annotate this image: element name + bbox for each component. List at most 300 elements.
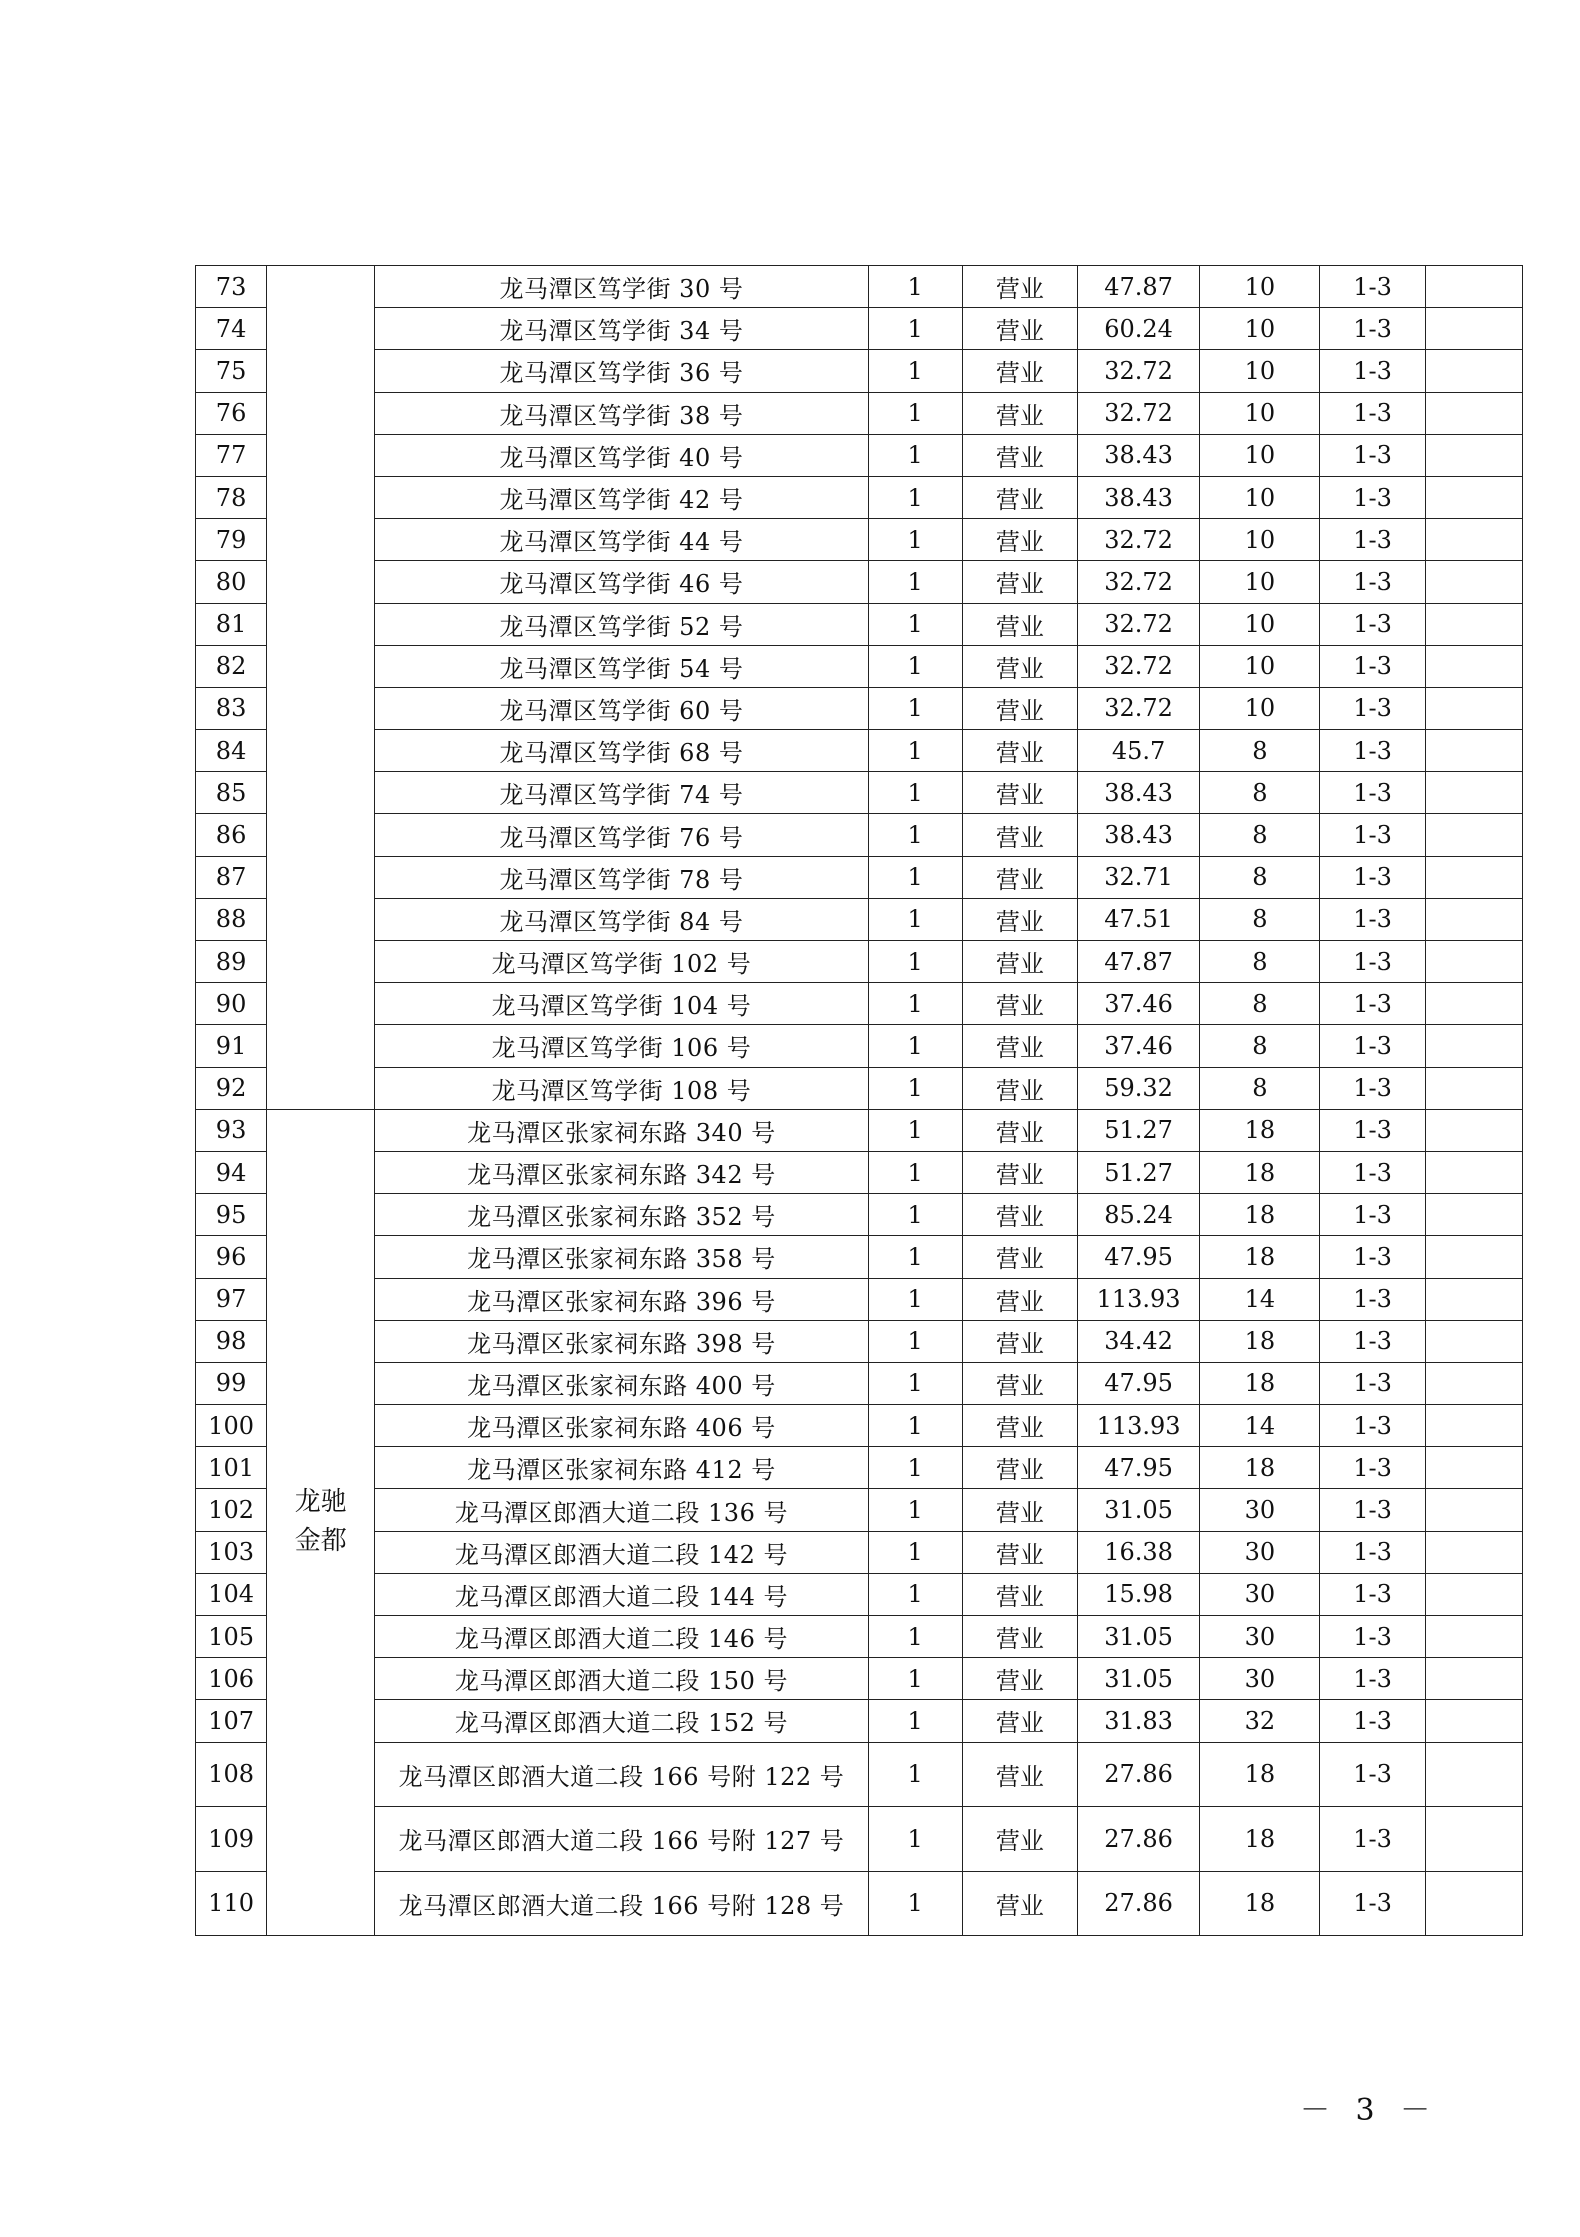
count-cell: 1 [868, 519, 962, 561]
table-row [196, 1871, 1523, 1936]
term-cell: 1-3 [1320, 1067, 1425, 1109]
price-cell: 10 [1200, 519, 1320, 561]
price-cell: 30 [1200, 1489, 1320, 1531]
note-cell [1425, 1151, 1522, 1193]
address-cell: 龙马潭区张家祠东路 400 号 [375, 1362, 868, 1404]
row-number: 93 [196, 1109, 267, 1151]
use-cell: 营业 [962, 1531, 1077, 1573]
table-row [196, 941, 1523, 983]
address-cell: 龙马潭区张家祠东路 398 号 [375, 1320, 868, 1362]
note-cell [1425, 1871, 1522, 1936]
address-cell: 龙马潭区笃学街 52 号 [375, 603, 868, 645]
table-row [196, 1573, 1523, 1615]
note-cell [1425, 1531, 1522, 1573]
term-cell: 1-3 [1320, 1151, 1425, 1193]
row-number: 88 [196, 898, 267, 940]
table-row [196, 561, 1523, 603]
note-cell [1425, 1742, 1522, 1807]
table-row [196, 392, 1523, 434]
address-cell: 龙马潭区笃学街 74 号 [375, 772, 868, 814]
use-cell: 营业 [962, 1278, 1077, 1320]
term-cell: 1-3 [1320, 266, 1425, 308]
address-cell: 龙马潭区笃学街 44 号 [375, 519, 868, 561]
term-cell: 1-3 [1320, 519, 1425, 561]
price-cell: 30 [1200, 1658, 1320, 1700]
note-cell [1425, 308, 1522, 350]
use-cell: 营业 [962, 983, 1077, 1025]
note-cell [1425, 730, 1522, 772]
count-cell: 1 [868, 1109, 962, 1151]
note-cell [1425, 1278, 1522, 1320]
count-cell: 1 [868, 1573, 962, 1615]
term-cell: 1-3 [1320, 1700, 1425, 1742]
use-cell: 营业 [962, 856, 1077, 898]
use-cell: 营业 [962, 1067, 1077, 1109]
address-cell: 龙马潭区笃学街 108 号 [375, 1067, 868, 1109]
row-number: 75 [196, 350, 267, 392]
area-cell: 32.72 [1077, 350, 1199, 392]
price-cell: 10 [1200, 687, 1320, 729]
price-cell: 18 [1200, 1109, 1320, 1151]
note-cell [1425, 1405, 1522, 1447]
group-cell: 龙驰 金都 [267, 1109, 375, 1935]
row-number: 105 [196, 1616, 267, 1658]
price-cell: 18 [1200, 1742, 1320, 1807]
note-cell [1425, 1320, 1522, 1362]
note-cell [1425, 519, 1522, 561]
note-cell [1425, 603, 1522, 645]
table-row [196, 1658, 1523, 1700]
price-cell: 18 [1200, 1236, 1320, 1278]
count-cell: 1 [868, 266, 962, 308]
use-cell: 营业 [962, 266, 1077, 308]
table-row [196, 1807, 1523, 1872]
note-cell [1425, 392, 1522, 434]
table-body [196, 266, 1523, 1936]
area-cell: 38.43 [1077, 814, 1199, 856]
area-cell: 38.43 [1077, 434, 1199, 476]
use-cell: 营业 [962, 1236, 1077, 1278]
term-cell: 1-3 [1320, 856, 1425, 898]
count-cell: 1 [868, 941, 962, 983]
area-cell: 47.95 [1077, 1447, 1199, 1489]
address-cell: 龙马潭区笃学街 30 号 [375, 266, 868, 308]
row-number: 104 [196, 1573, 267, 1615]
term-cell: 1-3 [1320, 814, 1425, 856]
count-cell: 1 [868, 350, 962, 392]
count-cell: 1 [868, 856, 962, 898]
price-cell: 18 [1200, 1362, 1320, 1404]
use-cell: 营业 [962, 687, 1077, 729]
term-cell: 1-3 [1320, 561, 1425, 603]
price-cell: 18 [1200, 1871, 1320, 1936]
address-cell: 龙马潭区郎酒大道二段 166 号附 128 号 [375, 1871, 868, 1936]
term-cell: 1-3 [1320, 1405, 1425, 1447]
term-cell: 1-3 [1320, 350, 1425, 392]
table-row [196, 519, 1523, 561]
area-cell: 32.72 [1077, 561, 1199, 603]
table-row [196, 1067, 1523, 1109]
use-cell: 营业 [962, 1447, 1077, 1489]
area-cell: 31.05 [1077, 1658, 1199, 1700]
price-cell: 10 [1200, 476, 1320, 518]
area-cell: 51.27 [1077, 1109, 1199, 1151]
row-number: 106 [196, 1658, 267, 1700]
note-cell [1425, 1447, 1522, 1489]
area-cell: 27.86 [1077, 1807, 1199, 1872]
count-cell: 1 [868, 434, 962, 476]
address-cell: 龙马潭区笃学街 40 号 [375, 434, 868, 476]
area-cell: 47.51 [1077, 898, 1199, 940]
group-cell [267, 266, 375, 1110]
count-cell: 1 [868, 814, 962, 856]
area-cell: 31.83 [1077, 1700, 1199, 1742]
row-number: 76 [196, 392, 267, 434]
count-cell: 1 [868, 603, 962, 645]
count-cell: 1 [868, 308, 962, 350]
row-number: 98 [196, 1320, 267, 1362]
table-row [196, 1700, 1523, 1742]
row-number: 95 [196, 1194, 267, 1236]
address-cell: 龙马潭区笃学街 104 号 [375, 983, 868, 1025]
count-cell: 1 [868, 898, 962, 940]
note-cell [1425, 856, 1522, 898]
table-row [196, 730, 1523, 772]
note-cell [1425, 476, 1522, 518]
note-cell [1425, 1616, 1522, 1658]
price-cell: 8 [1200, 1025, 1320, 1067]
row-number: 81 [196, 603, 267, 645]
use-cell: 营业 [962, 1742, 1077, 1807]
use-cell: 营业 [962, 519, 1077, 561]
use-cell: 营业 [962, 603, 1077, 645]
row-number: 89 [196, 941, 267, 983]
use-cell: 营业 [962, 1489, 1077, 1531]
use-cell: 营业 [962, 1807, 1077, 1872]
count-cell: 1 [868, 1362, 962, 1404]
address-cell: 龙马潭区张家祠东路 358 号 [375, 1236, 868, 1278]
address-cell: 龙马潭区笃学街 84 号 [375, 898, 868, 940]
row-number: 99 [196, 1362, 267, 1404]
term-cell: 1-3 [1320, 1531, 1425, 1573]
address-cell: 龙马潭区郎酒大道二段 166 号附 122 号 [375, 1742, 868, 1807]
note-cell [1425, 1573, 1522, 1615]
count-cell: 1 [868, 687, 962, 729]
area-cell: 37.46 [1077, 983, 1199, 1025]
area-cell: 113.93 [1077, 1405, 1199, 1447]
note-cell [1425, 1700, 1522, 1742]
note-cell [1425, 772, 1522, 814]
use-cell: 营业 [962, 308, 1077, 350]
note-cell [1425, 1489, 1522, 1531]
address-cell: 龙马潭区笃学街 38 号 [375, 392, 868, 434]
address-cell: 龙马潭区张家祠东路 342 号 [375, 1151, 868, 1193]
term-cell: 1-3 [1320, 1489, 1425, 1531]
term-cell: 1-3 [1320, 1194, 1425, 1236]
note-cell [1425, 1658, 1522, 1700]
table-row [196, 266, 1523, 308]
price-cell: 30 [1200, 1573, 1320, 1615]
price-cell: 14 [1200, 1405, 1320, 1447]
address-cell: 龙马潭区郎酒大道二段 142 号 [375, 1531, 868, 1573]
address-cell: 龙马潭区郎酒大道二段 136 号 [375, 1489, 868, 1531]
count-cell: 1 [868, 1489, 962, 1531]
table-row [196, 308, 1523, 350]
term-cell: 1-3 [1320, 434, 1425, 476]
table-row [196, 1742, 1523, 1807]
table-row [196, 1405, 1523, 1447]
price-cell: 30 [1200, 1531, 1320, 1573]
price-cell: 8 [1200, 772, 1320, 814]
row-number: 85 [196, 772, 267, 814]
address-cell: 龙马潭区笃学街 60 号 [375, 687, 868, 729]
price-cell: 10 [1200, 350, 1320, 392]
address-cell: 龙马潭区笃学街 78 号 [375, 856, 868, 898]
table-row [196, 1320, 1523, 1362]
price-cell: 8 [1200, 983, 1320, 1025]
address-cell: 龙马潭区笃学街 54 号 [375, 645, 868, 687]
term-cell: 1-3 [1320, 1447, 1425, 1489]
area-cell: 38.43 [1077, 476, 1199, 518]
table-row [196, 814, 1523, 856]
table-row [196, 476, 1523, 518]
row-number: 84 [196, 730, 267, 772]
area-cell: 16.38 [1077, 1531, 1199, 1573]
area-cell: 47.87 [1077, 941, 1199, 983]
use-cell: 营业 [962, 1700, 1077, 1742]
row-number: 108 [196, 1742, 267, 1807]
note-cell [1425, 1236, 1522, 1278]
row-number: 79 [196, 519, 267, 561]
row-number: 96 [196, 1236, 267, 1278]
use-cell: 营业 [962, 1616, 1077, 1658]
count-cell: 1 [868, 1025, 962, 1067]
row-number: 97 [196, 1278, 267, 1320]
area-cell: 47.95 [1077, 1362, 1199, 1404]
address-cell: 龙马潭区张家祠东路 412 号 [375, 1447, 868, 1489]
count-cell: 1 [868, 1405, 962, 1447]
use-cell: 营业 [962, 772, 1077, 814]
table-row [196, 350, 1523, 392]
row-number: 103 [196, 1531, 267, 1573]
count-cell: 1 [868, 561, 962, 603]
term-cell: 1-3 [1320, 1573, 1425, 1615]
use-cell: 营业 [962, 350, 1077, 392]
note-cell [1425, 1025, 1522, 1067]
count-cell: 1 [868, 1742, 962, 1807]
price-cell: 30 [1200, 1616, 1320, 1658]
note-cell [1425, 266, 1522, 308]
area-cell: 31.05 [1077, 1616, 1199, 1658]
price-cell: 8 [1200, 898, 1320, 940]
price-cell: 8 [1200, 856, 1320, 898]
term-cell: 1-3 [1320, 308, 1425, 350]
table-row [196, 898, 1523, 940]
page-number: － 3 － [1300, 2093, 1439, 2128]
use-cell: 营业 [962, 1025, 1077, 1067]
area-cell: 27.86 [1077, 1871, 1199, 1936]
area-cell: 37.46 [1077, 1025, 1199, 1067]
address-cell: 龙马潭区郎酒大道二段 166 号附 127 号 [375, 1807, 868, 1872]
use-cell: 营业 [962, 1194, 1077, 1236]
table-row [196, 687, 1523, 729]
table-row [196, 1362, 1523, 1404]
term-cell: 1-3 [1320, 983, 1425, 1025]
count-cell: 1 [868, 1447, 962, 1489]
term-cell: 1-3 [1320, 1278, 1425, 1320]
term-cell: 1-3 [1320, 898, 1425, 940]
row-number: 94 [196, 1151, 267, 1193]
count-cell: 1 [868, 1236, 962, 1278]
note-cell [1425, 983, 1522, 1025]
use-cell: 营业 [962, 1109, 1077, 1151]
price-cell: 18 [1200, 1151, 1320, 1193]
price-cell: 10 [1200, 645, 1320, 687]
address-cell: 龙马潭区笃学街 102 号 [375, 941, 868, 983]
area-cell: 32.72 [1077, 687, 1199, 729]
row-number: 110 [196, 1871, 267, 1936]
use-cell: 营业 [962, 392, 1077, 434]
area-cell: 60.24 [1077, 308, 1199, 350]
count-cell: 1 [868, 1531, 962, 1573]
count-cell: 1 [868, 1871, 962, 1936]
note-cell [1425, 645, 1522, 687]
table-row [196, 856, 1523, 898]
table-row [196, 1447, 1523, 1489]
use-cell: 营业 [962, 941, 1077, 983]
use-cell: 营业 [962, 1871, 1077, 1936]
note-cell [1425, 687, 1522, 729]
term-cell: 1-3 [1320, 1362, 1425, 1404]
table-row [196, 1025, 1523, 1067]
price-cell: 8 [1200, 941, 1320, 983]
note-cell [1425, 1194, 1522, 1236]
area-cell: 32.72 [1077, 603, 1199, 645]
price-cell: 10 [1200, 561, 1320, 603]
area-cell: 15.98 [1077, 1573, 1199, 1615]
use-cell: 营业 [962, 561, 1077, 603]
address-cell: 龙马潭区张家祠东路 396 号 [375, 1278, 868, 1320]
use-cell: 营业 [962, 1362, 1077, 1404]
use-cell: 营业 [962, 1151, 1077, 1193]
use-cell: 营业 [962, 1573, 1077, 1615]
row-number: 107 [196, 1700, 267, 1742]
row-number: 101 [196, 1447, 267, 1489]
price-cell: 8 [1200, 730, 1320, 772]
price-cell: 18 [1200, 1320, 1320, 1362]
area-cell: 31.05 [1077, 1489, 1199, 1531]
use-cell: 营业 [962, 1658, 1077, 1700]
use-cell: 营业 [962, 476, 1077, 518]
property-table [195, 265, 1523, 1936]
note-cell [1425, 898, 1522, 940]
address-cell: 龙马潭区笃学街 36 号 [375, 350, 868, 392]
row-number: 92 [196, 1067, 267, 1109]
price-cell: 10 [1200, 392, 1320, 434]
address-cell: 龙马潭区郎酒大道二段 144 号 [375, 1573, 868, 1615]
table-row [196, 1489, 1523, 1531]
row-number: 77 [196, 434, 267, 476]
use-cell: 营业 [962, 645, 1077, 687]
term-cell: 1-3 [1320, 1871, 1425, 1936]
term-cell: 1-3 [1320, 1236, 1425, 1278]
row-number: 82 [196, 645, 267, 687]
term-cell: 1-3 [1320, 941, 1425, 983]
term-cell: 1-3 [1320, 1616, 1425, 1658]
price-cell: 8 [1200, 814, 1320, 856]
price-cell: 10 [1200, 434, 1320, 476]
table-row [196, 772, 1523, 814]
table-row [196, 1531, 1523, 1573]
note-cell [1425, 434, 1522, 476]
count-cell: 1 [868, 730, 962, 772]
price-cell: 18 [1200, 1194, 1320, 1236]
term-cell: 1-3 [1320, 1109, 1425, 1151]
area-cell: 34.42 [1077, 1320, 1199, 1362]
use-cell: 营业 [962, 898, 1077, 940]
table-row [196, 1109, 1523, 1151]
table-row [196, 1194, 1523, 1236]
table-row [196, 1151, 1523, 1193]
term-cell: 1-3 [1320, 1742, 1425, 1807]
count-cell: 1 [868, 1658, 962, 1700]
note-cell [1425, 350, 1522, 392]
count-cell: 1 [868, 1700, 962, 1742]
count-cell: 1 [868, 983, 962, 1025]
price-cell: 10 [1200, 266, 1320, 308]
term-cell: 1-3 [1320, 687, 1425, 729]
note-cell [1425, 561, 1522, 603]
price-cell: 8 [1200, 1067, 1320, 1109]
area-cell: 32.72 [1077, 392, 1199, 434]
note-cell [1425, 1807, 1522, 1872]
address-cell: 龙马潭区笃学街 68 号 [375, 730, 868, 772]
address-cell: 龙马潭区郎酒大道二段 146 号 [375, 1616, 868, 1658]
table-row [196, 645, 1523, 687]
count-cell: 1 [868, 1194, 962, 1236]
count-cell: 1 [868, 1320, 962, 1362]
note-cell [1425, 1362, 1522, 1404]
price-cell: 18 [1200, 1807, 1320, 1872]
row-number: 100 [196, 1405, 267, 1447]
count-cell: 1 [868, 1278, 962, 1320]
area-cell: 47.95 [1077, 1236, 1199, 1278]
count-cell: 1 [868, 476, 962, 518]
address-cell: 龙马潭区张家祠东路 340 号 [375, 1109, 868, 1151]
term-cell: 1-3 [1320, 772, 1425, 814]
row-number: 90 [196, 983, 267, 1025]
row-number: 102 [196, 1489, 267, 1531]
row-number: 73 [196, 266, 267, 308]
address-cell: 龙马潭区张家祠东路 352 号 [375, 1194, 868, 1236]
count-cell: 1 [868, 645, 962, 687]
table-row [196, 1236, 1523, 1278]
count-cell: 1 [868, 1151, 962, 1193]
address-cell: 龙马潭区笃学街 34 号 [375, 308, 868, 350]
term-cell: 1-3 [1320, 392, 1425, 434]
area-cell: 38.43 [1077, 772, 1199, 814]
price-cell: 10 [1200, 308, 1320, 350]
row-number: 87 [196, 856, 267, 898]
count-cell: 1 [868, 1067, 962, 1109]
row-number: 80 [196, 561, 267, 603]
count-cell: 1 [868, 1616, 962, 1658]
use-cell: 营业 [962, 434, 1077, 476]
area-cell: 85.24 [1077, 1194, 1199, 1236]
term-cell: 1-3 [1320, 476, 1425, 518]
note-cell [1425, 1067, 1522, 1109]
price-cell: 14 [1200, 1278, 1320, 1320]
